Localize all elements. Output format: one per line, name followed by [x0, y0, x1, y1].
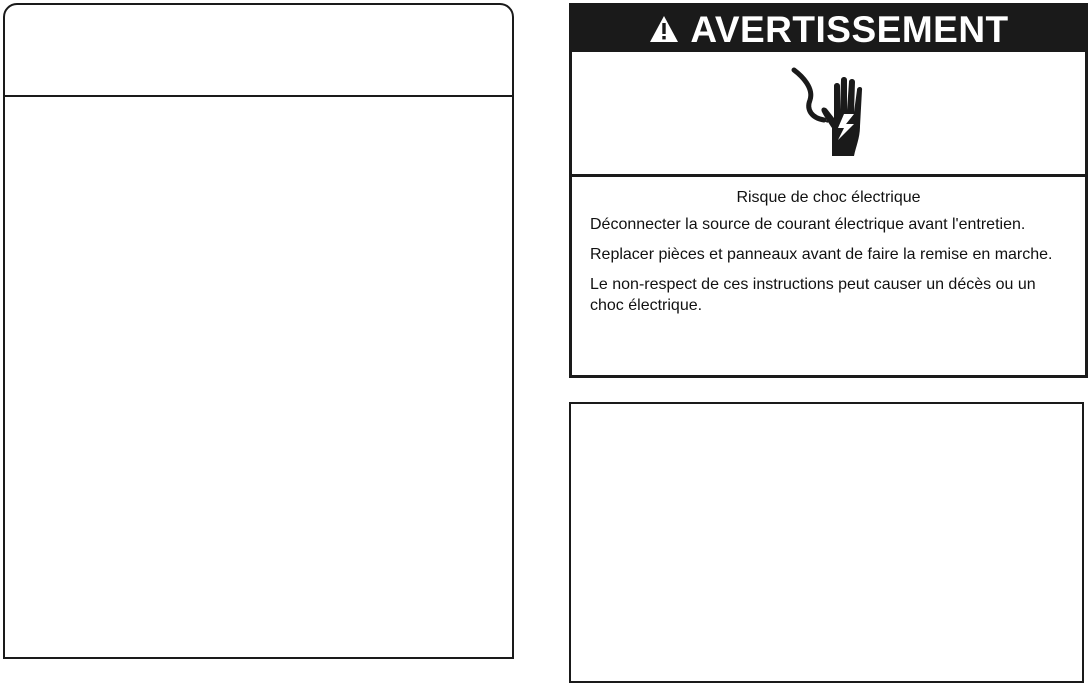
instruction-consequence: Le non-respect de ces instructions peut causer un décès ou un choc électrique. — [590, 276, 1036, 314]
left-panel — [3, 3, 514, 659]
warning-triangle-icon — [648, 14, 680, 44]
warning-title: AVERTISSEMENT — [690, 8, 1009, 50]
electrical-shock-hand-icon — [784, 66, 874, 165]
panel-header-divider — [5, 95, 512, 97]
instruction-replace-parts: Replacer pièces et panneaux avant de faire la remise en marche. — [590, 246, 1053, 263]
hazard-icon-area — [572, 56, 1085, 177]
warning-header — [572, 6, 1085, 52]
lower-right-panel — [569, 402, 1084, 683]
warning-label — [569, 3, 1088, 378]
instruction-disconnect: Déconnecter la source de courant électrique avant l'entretien. — [590, 216, 1026, 233]
hazard-subtitle: Risque de choc électrique — [736, 189, 921, 206]
warning-text-block — [572, 177, 1085, 316]
